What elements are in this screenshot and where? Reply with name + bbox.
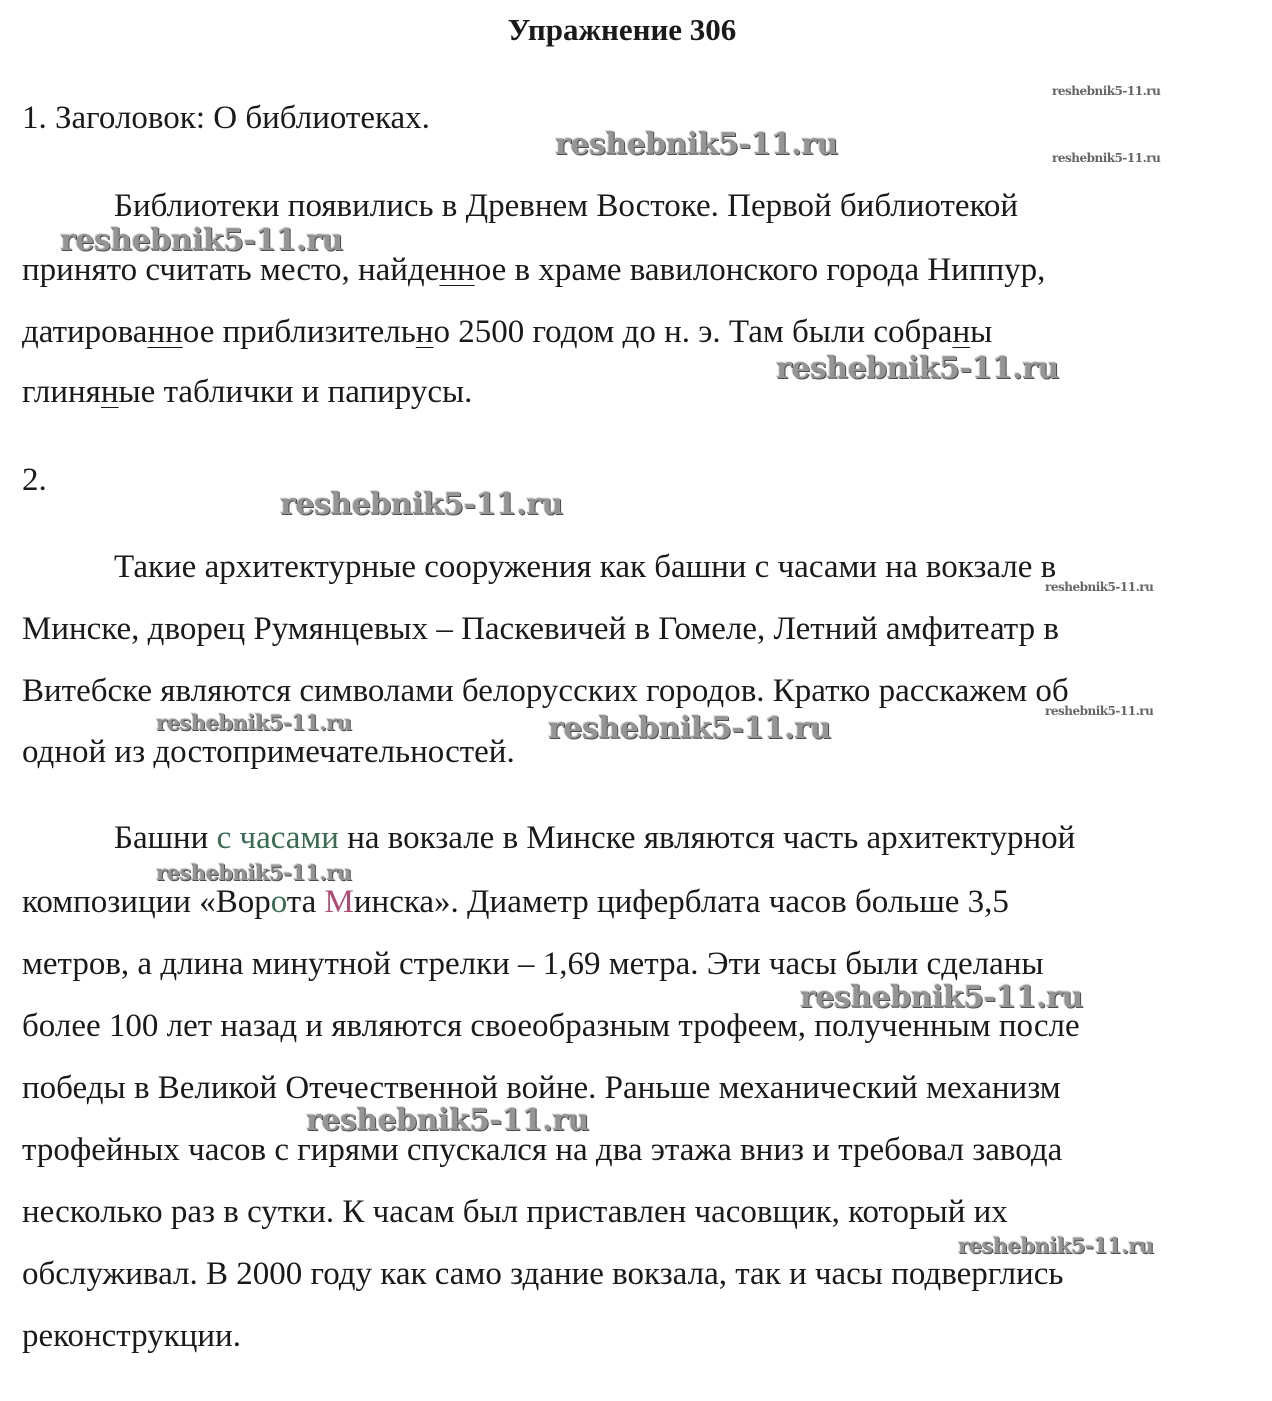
page-title: Упражнение 306: [507, 12, 737, 47]
watermark: reshebnik5-11.ru: [1052, 84, 1161, 98]
section2-p2-line-5: победы в Великой Отечественной войне. Раньше механический механизм: [22, 1070, 1061, 1106]
section2-p1-line-4: одной из достопримечательностей.: [22, 734, 515, 770]
watermark: reshebnik5-11.ru: [776, 351, 1059, 386]
section2-p2-line-9: реконструкции.: [22, 1318, 241, 1354]
section1-line-1: Библиотеки появились в Древнем Востоке. Первой библиотекой: [114, 188, 1019, 224]
watermark: reshebnik5-11.ru: [1045, 580, 1154, 594]
section2-number: 2.: [22, 462, 47, 498]
section2-p1-line-2: Минске, дворец Румянцевых – Паскевичей в Гомеле, Летний амфитеатр в: [22, 611, 1059, 647]
watermark: reshebnik5-11.ru: [306, 1103, 589, 1138]
watermark: reshebnik5-11.ru: [548, 711, 831, 746]
section2-p2-line-1: Башни с часами на вокзале в Минске являются часть архитектурной: [114, 820, 1076, 856]
section1-heading: 1. Заголовок: О библиотеках.: [22, 100, 430, 136]
section2-p2-line-8: обслуживал. В 2000 году как само здание вокзала, так и часы подверглись: [22, 1256, 1064, 1292]
watermark: reshebnik5-11.ru: [1045, 704, 1154, 718]
watermark: reshebnik5-11.ru: [280, 487, 563, 522]
watermark: reshebnik5-11.ru: [60, 223, 343, 258]
watermark: reshebnik5-11.ru: [156, 710, 352, 735]
section2-p1-line-3: Витебске являются символами белорусских городов. Кратко расскажем об: [22, 673, 1069, 709]
section2-p2-line-4: более 100 лет назад и являются своеобразным трофеем, полученным после: [22, 1008, 1080, 1044]
section1-line-4: глиняные таблички и папирусы.: [22, 374, 473, 410]
section2-p1-line-1: Такие архитектурные сооружения как башни с часами на вокзале в: [114, 549, 1057, 585]
section2-p2-line-6: трофейных часов с гирями спускался на два этажа вниз и требовал завода: [22, 1132, 1063, 1168]
watermark: reshebnik5-11.ru: [555, 127, 838, 162]
section2-p2-line-2: композиции «Ворота Минска». Диаметр циферблата часов больше 3,5: [22, 884, 1009, 920]
watermark: reshebnik5-11.ru: [958, 1233, 1154, 1258]
watermark: reshebnik5-11.ru: [1052, 151, 1161, 165]
section2-p2-line-7: несколько раз в сутки. К часам был приставлен часовщик, который их: [22, 1194, 1008, 1230]
watermark: reshebnik5-11.ru: [800, 980, 1083, 1015]
section2-p2-line-3: метров, а длина минутной стрелки – 1,69 метра. Эти часы были сделаны: [22, 946, 1044, 982]
section1-line-2: принято считать место, найденное в храме вавилонского города Ниппур,: [22, 252, 1046, 288]
section1-line-3: датированное приблизительно 2500 годом до н. э. Там были собраны: [22, 314, 993, 350]
watermark: reshebnik5-11.ru: [156, 860, 352, 885]
